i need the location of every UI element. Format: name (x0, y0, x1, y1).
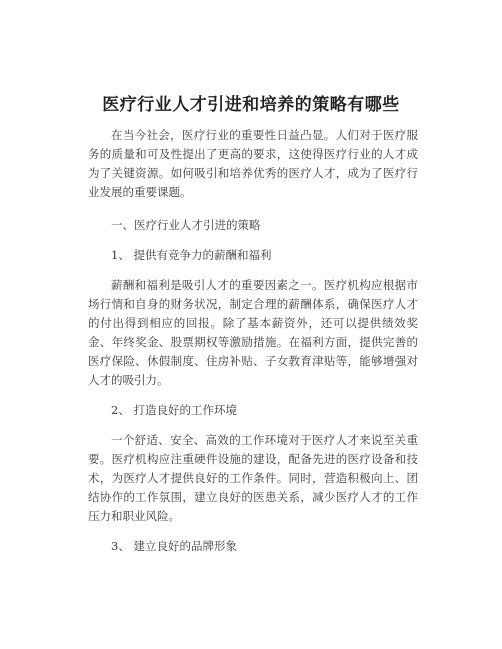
section-heading-1: 一、医疗行业人才引进的策略 (111, 218, 261, 232)
item-paragraph-2: 一个舒适、安全、高效的工作环境对于医疗人才来说至关重要。医疗机构应注重硬件设施的建设，配备先进的医疗设备和技术，为医疗人才提供良好的工作条件。同时，营造积极向上、团结协作的工作氛围，建立良好的医患关系，减少医疗人才的工作压力和职业风险。 (88, 433, 418, 523)
item-heading-3: 3、 建立良好的品牌形象 (111, 539, 237, 553)
item-paragraph-1: 薪酬和福利是吸引人才的重要因素之一。医疗机构应根据市场行情和自身的财务状况，制定合理的薪酬体系，确保医疗人才的付出得到相应的回报。除了基本薪资外，还可以提供绩效奖金、年终奖金、股票期权等激励措施。在福利方面，提供完善的医疗保险、休假制度、住房补贴、子女教育津贴等，能够增强对人才的吸引力。 (88, 278, 418, 387)
document-title: 医疗行业人才引进和培养的策略有哪些 (102, 95, 400, 115)
item-heading-1: 1、 提供有竞争力的薪酬和福利 (111, 248, 272, 262)
item-heading-2: 2、 打造良好的工作环境 (111, 403, 237, 417)
document-body (88, 126, 418, 567)
intro-paragraph: 在当今社会，医疗行业的重要性日益凸显。人们对于医疗服务的质量和可及性提出了更高的要求，这使得医疗行业的人才成为了关键资源。如何吸引和培养优秀的医疗人才，成为了医疗行业发展的重要课题。 (88, 128, 418, 199)
